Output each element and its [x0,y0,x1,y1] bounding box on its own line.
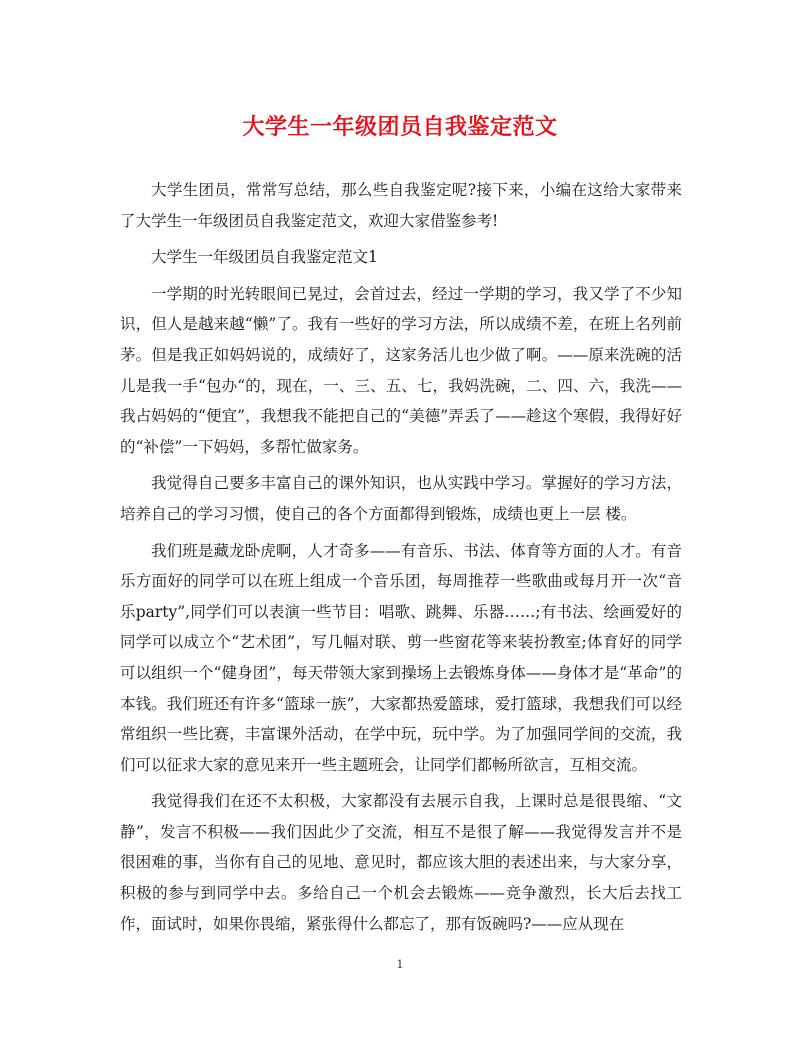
document-body [120,175,682,945]
page-title: 大学生一年级团员自我鉴定范文 [242,114,558,140]
page-number: 1 [396,958,404,971]
body-paragraph: 我觉得自己要多丰富自己的课外知识，也从实践中学习。掌握好的学习方法，培养自己的学习习惯，使自己的各个方面都得到锻炼，成绩也更上一层 楼。 [120,474,682,523]
body-paragraph: 我们班是藏龙卧虎啊，人才奇多——有音乐、书法、体育等方面的人才。有音乐方面好的同学可以在班上组成一个音乐团，每周推荐一些歌曲或每月开一次“音乐party”,同学们可以表演一些节目：唱歌、跳舞、乐器……;有书法、绘画爱好的同学可以成立个“艺术团”，写几幅对联、剪一些窗花等来装扮教室;体育好的同学可以组织一个“健身团”，每天带领大家到操场上去锻炼身体——身体才是“革命”的本钱。我们班还有许多“篮球一族”，大家都热爱篮球，爱打篮球，我想我们可以经常组织一些比赛，丰富课外活动，在学中玩，玩中学。为了加强同学间的交流，我们可以征求大家的意见来开一些主题班会，让同学们都畅所欲言，互相交流。 [120,541,682,774]
body-paragraph: 一学期的时光转眼间已晃过，会首过去，经过一学期的学习，我又学了不少知识，但人是越来越“懒”了。我有一些好的学习方法，所以成绩不差，在班上名列前茅。但是我正如妈妈说的，成绩好了，这家务活儿也少做了啊。——原来洗碗的活儿是我一手“包办“的，现在，一、三、五、七，我妈洗碗，二、四、六，我洗——我占妈妈的“便宜”，我想我不能把自己的“美德”弄丢了——趁这个寒假，我得好好的“补偿”一下妈妈，多帮忙做家务。 [120,284,682,456]
body-paragraph: 我觉得我们在还不太积极，大家都没有去展示自我，上课时总是很畏缩、“文静”，发言不积极——我们因此少了交流，相互不是很了解——我觉得发言并不是很困难的事，当你有自己的见地、意见时，都应该大胆的表述出来，与大家分享，积极的参与到同学中去。多给自己一个机会去锻炼——竞争激烈，长大后去找工作，面试时，如果你畏缩，紧张得什么都忘了，那有饭碗吗?——应从现在 [120,792,682,933]
intro-paragraph: 大学生团员，常常写总结，那么些自我鉴定呢?接下来，小编在这给大家带来了大学生一年级团员自我鉴定范文，欢迎大家借鉴参考! [120,181,682,230]
section-heading: 大学生一年级团员自我鉴定范文1 [151,248,378,267]
